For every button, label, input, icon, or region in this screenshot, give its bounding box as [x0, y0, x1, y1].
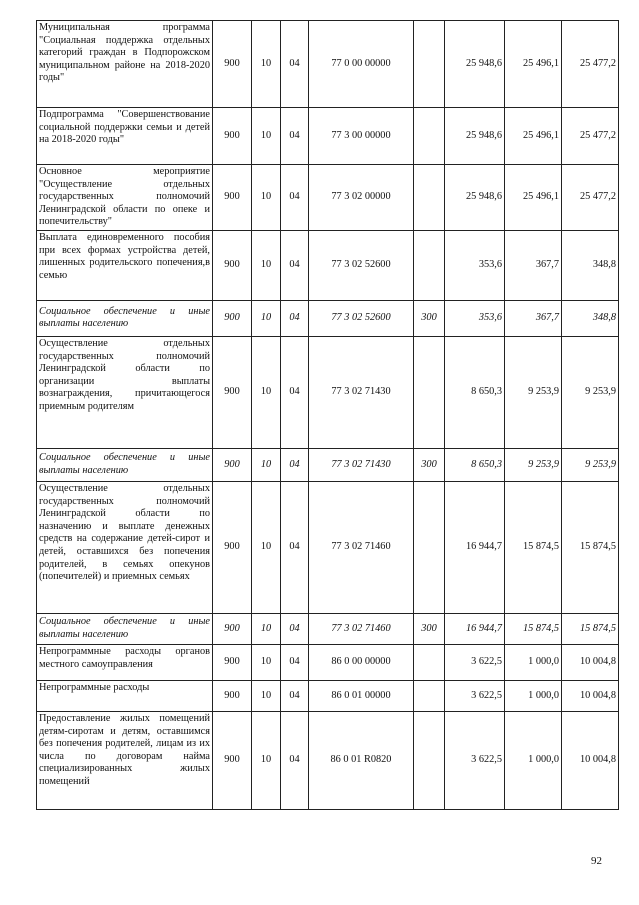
amount-2019: 367,7 — [505, 230, 562, 300]
subsection-code: 04 — [281, 448, 309, 481]
admin-code: 900 — [213, 711, 252, 809]
amount-2020: 9 253,9 — [562, 336, 619, 448]
expense-type-code — [414, 108, 445, 165]
admin-code: 900 — [213, 300, 252, 336]
table-row — [37, 108, 619, 165]
amount-2020: 25 477,2 — [562, 21, 619, 108]
admin-code: 900 — [213, 108, 252, 165]
target-article-code: 77 0 00 00000 — [309, 21, 414, 108]
table-row — [37, 711, 619, 809]
amount-2019: 15 874,5 — [505, 613, 562, 644]
target-article-code: 86 0 01 00000 — [309, 680, 414, 711]
amount-2019: 1 000,0 — [505, 711, 562, 809]
admin-code: 900 — [213, 230, 252, 300]
amount-2019: 25 496,1 — [505, 21, 562, 108]
expense-type-code — [414, 336, 445, 448]
amount-2018: 25 948,6 — [445, 108, 505, 165]
target-article-code: 77 3 02 52600 — [309, 300, 414, 336]
amount-2019: 9 253,9 — [505, 448, 562, 481]
row-name: Социальное обеспечение и иные выплаты населению — [37, 300, 213, 336]
table-row — [37, 165, 619, 231]
row-name: Социальное обеспечение и иные выплаты населению — [37, 613, 213, 644]
row-name: Осуществление отдельных государственных полномочий Ленинградской области по назначению и выплате денежных средств на содержание детей-сирот и детей, оставшихся без попечения родителей, в семьях опекунов (попечителей) и приемных семьях — [37, 481, 213, 613]
section-code: 10 — [252, 21, 281, 108]
target-article-code: 77 3 02 71460 — [309, 481, 414, 613]
amount-2018: 8 650,3 — [445, 448, 505, 481]
amount-2018: 3 622,5 — [445, 711, 505, 809]
amount-2019: 15 874,5 — [505, 481, 562, 613]
amount-2018: 25 948,6 — [445, 21, 505, 108]
amount-2020: 25 477,2 — [562, 108, 619, 165]
subsection-code: 04 — [281, 680, 309, 711]
page-number: 92 — [591, 855, 602, 867]
subsection-code: 04 — [281, 336, 309, 448]
row-name: Непрограммные расходы органов местного самоуправления — [37, 644, 213, 680]
amount-2019: 9 253,9 — [505, 336, 562, 448]
amount-2018: 16 944,7 — [445, 481, 505, 613]
expense-type-code — [414, 644, 445, 680]
amount-2018: 25 948,6 — [445, 165, 505, 231]
admin-code: 900 — [213, 165, 252, 231]
section-code: 10 — [252, 644, 281, 680]
table-row — [37, 680, 619, 711]
table-row — [37, 613, 619, 644]
subsection-code: 04 — [281, 613, 309, 644]
amount-2018: 8 650,3 — [445, 336, 505, 448]
amount-2019: 1 000,0 — [505, 644, 562, 680]
row-name: Осуществление отдельных государственных полномочий Ленинградской области по организации выплаты вознаграждения, причитающегося приемным родителям — [37, 336, 213, 448]
row-name: Муниципальная программа "Социальная поддержка отдельных категорий граждан в Подпорожском муниципальном районе на 2018-2020 годы" — [37, 21, 213, 108]
table-row — [37, 21, 619, 108]
admin-code: 900 — [213, 613, 252, 644]
expense-type-code: 300 — [414, 613, 445, 644]
section-code: 10 — [252, 108, 281, 165]
expense-type-code — [414, 711, 445, 809]
amount-2020: 10 004,8 — [562, 711, 619, 809]
admin-code: 900 — [213, 336, 252, 448]
admin-code: 900 — [213, 481, 252, 613]
amount-2020: 348,8 — [562, 300, 619, 336]
amount-2020: 25 477,2 — [562, 165, 619, 231]
section-code: 10 — [252, 300, 281, 336]
expense-type-code: 300 — [414, 300, 445, 336]
admin-code: 900 — [213, 21, 252, 108]
row-name: Предоставление жилых помещений детям-сиротам и детям, оставшимся без попечения родителей, лицам из их числа по договорам найма специализированных жилых помещений — [37, 711, 213, 809]
target-article-code: 77 3 02 00000 — [309, 165, 414, 231]
row-name: Основное мероприятие "Осуществление отдельных государственных полномочий Ленинградской области по опеке и попечительству" — [37, 165, 213, 231]
target-article-code: 77 3 02 71430 — [309, 336, 414, 448]
subsection-code: 04 — [281, 711, 309, 809]
target-article-code: 77 3 02 71460 — [309, 613, 414, 644]
amount-2020: 15 874,5 — [562, 481, 619, 613]
target-article-code: 86 0 00 00000 — [309, 644, 414, 680]
admin-code: 900 — [213, 644, 252, 680]
amount-2020: 15 874,5 — [562, 613, 619, 644]
target-article-code: 86 0 01 R0820 — [309, 711, 414, 809]
section-code: 10 — [252, 230, 281, 300]
subsection-code: 04 — [281, 108, 309, 165]
amount-2018: 16 944,7 — [445, 613, 505, 644]
expense-type-code — [414, 230, 445, 300]
amount-2018: 353,6 — [445, 300, 505, 336]
subsection-code: 04 — [281, 21, 309, 108]
target-article-code: 77 3 02 71430 — [309, 448, 414, 481]
table-row — [37, 230, 619, 300]
subsection-code: 04 — [281, 481, 309, 613]
amount-2018: 3 622,5 — [445, 680, 505, 711]
amount-2019: 25 496,1 — [505, 165, 562, 231]
amount-2020: 10 004,8 — [562, 644, 619, 680]
amount-2019: 1 000,0 — [505, 680, 562, 711]
table-row — [37, 448, 619, 481]
subsection-code: 04 — [281, 300, 309, 336]
amount-2019: 367,7 — [505, 300, 562, 336]
section-code: 10 — [252, 448, 281, 481]
subsection-code: 04 — [281, 165, 309, 231]
expense-type-code: 300 — [414, 448, 445, 481]
table-row — [37, 644, 619, 680]
table-row — [37, 481, 619, 613]
subsection-code: 04 — [281, 230, 309, 300]
section-code: 10 — [252, 613, 281, 644]
expense-type-code — [414, 481, 445, 613]
table-row — [37, 300, 619, 336]
row-name: Подпрограмма "Совершенствование социальной поддержки семьи и детей на 2018-2020 годы" — [37, 108, 213, 165]
amount-2019: 25 496,1 — [505, 108, 562, 165]
table-body — [37, 21, 619, 810]
budget-table — [36, 20, 619, 810]
amount-2020: 9 253,9 — [562, 448, 619, 481]
admin-code: 900 — [213, 448, 252, 481]
admin-code: 900 — [213, 680, 252, 711]
expense-type-code — [414, 21, 445, 108]
expense-type-code — [414, 165, 445, 231]
section-code: 10 — [252, 680, 281, 711]
amount-2020: 10 004,8 — [562, 680, 619, 711]
amount-2018: 3 622,5 — [445, 644, 505, 680]
row-name: Непрограммные расходы — [37, 680, 213, 711]
section-code: 10 — [252, 481, 281, 613]
subsection-code: 04 — [281, 644, 309, 680]
row-name: Социальное обеспечение и иные выплаты населению — [37, 448, 213, 481]
target-article-code: 77 3 00 00000 — [309, 108, 414, 165]
section-code: 10 — [252, 711, 281, 809]
row-name: Выплата единовременного пособия при всех формах устройства детей, лишенных родительского попечения,в семью — [37, 230, 213, 300]
expense-type-code — [414, 680, 445, 711]
amount-2018: 353,6 — [445, 230, 505, 300]
section-code: 10 — [252, 336, 281, 448]
table-row — [37, 336, 619, 448]
target-article-code: 77 3 02 52600 — [309, 230, 414, 300]
section-code: 10 — [252, 165, 281, 231]
amount-2020: 348,8 — [562, 230, 619, 300]
